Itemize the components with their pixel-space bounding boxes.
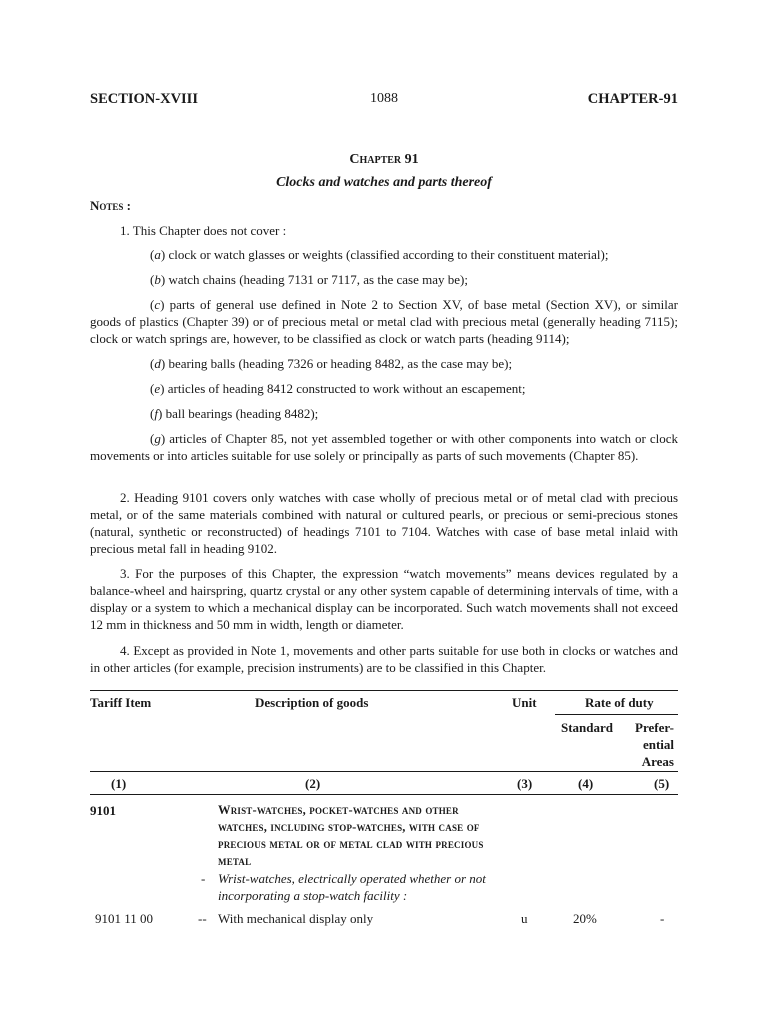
column-numbers-top-rule bbox=[90, 771, 678, 772]
chapter-title: Chapter 91 bbox=[349, 152, 419, 167]
chapter-subtitle: Clocks and watches and parts thereof bbox=[276, 175, 492, 190]
item-letter: c bbox=[154, 297, 161, 312]
row-standard-rate: 20% bbox=[573, 911, 597, 926]
heading-code: 9101 bbox=[90, 803, 116, 818]
note-1-item-c: (c) parts of general use defined in Note 2 to Section XV, of base metal (Section XV), or similar goods of plastics (Chapter 39) or of precious metal or metal clad with precious metal (generally heading 7115); clock or watch springs are, however, to be classified as clock or watch parts (heading 9114); bbox=[90, 297, 678, 346]
col-number-5: (5) bbox=[654, 776, 670, 791]
row-dash: -- bbox=[198, 911, 207, 926]
item-letter: a bbox=[154, 247, 161, 262]
row-description: With mechanical display only bbox=[218, 911, 374, 926]
note-1-item-d: (d) bearing balls (heading 7326 or heading 8482, as the case may be); bbox=[150, 356, 513, 371]
note-2: 2. Heading 9101 covers only watches with case wholly of precious metal or of metal clad with precious metal, or of the same materials combined with natural or cultured pearls, or precious or semi-precious stones (natural, synthetic or reconstructed) of headings 7101 to 7104. Watches with case of base metal inlaid with precious metal fall in heading 9102. bbox=[90, 490, 678, 556]
item-text: articles of Chapter 85, not yet assembled together or with other components into watch or clock movements or into articles suitable for use solely or principally as parts of such movements (Chapter 85). bbox=[90, 431, 678, 463]
note-3: 3. For the purposes of this Chapter, the expression “watch movements” means devices regulated by a balance-wheel and hairspring, quartz crystal or any other system capable of determining intervals of time, with a display or a system to which a mechanical display can be incorporated. Such watch movements shall not exceed 12 mm in thickness and 50 mm in width, length or diameter. bbox=[90, 566, 678, 632]
row-preferential-rate: - bbox=[660, 911, 665, 926]
item-text: bearing balls (heading 7326 or heading 8482, as the case may be); bbox=[168, 356, 513, 371]
table-top-rule bbox=[90, 690, 678, 691]
item-letter: f bbox=[154, 406, 158, 421]
col-number-2: (2) bbox=[305, 776, 321, 791]
rate-of-duty-rule bbox=[555, 714, 678, 715]
heading-description: Wrist-watches, pocket-watches and other watches, including stop-watches, with case of precious metal or of metal clad with precious metal bbox=[218, 803, 484, 868]
preferential-line-2: ential bbox=[642, 737, 674, 752]
section-label: SECTION-XVIII bbox=[90, 91, 198, 107]
row-unit: u bbox=[521, 911, 528, 926]
note-1-item-e: (e) articles of heading 8412 constructed to work without an escapement; bbox=[150, 381, 526, 396]
item-text: clock or watch glasses or weights (classified according to their constituent material); bbox=[168, 247, 609, 262]
preferential-line-1: Prefer- bbox=[635, 720, 674, 735]
col-header-tariff-item: Tariff Item bbox=[90, 695, 152, 710]
subheading-text: Wrist-watches, electrically operated whether or not incorporating a stop-watch facility : bbox=[218, 871, 486, 903]
note-1-item-g: (g) articles of Chapter 85, not yet assembled together or with other components into watch or clock movements or into articles suitable for use solely or principally as parts of such movements (Chapter 85). bbox=[90, 431, 678, 463]
note-1-item-b: (b) watch chains (heading 7131 or 7117, as the case may be); bbox=[150, 272, 468, 287]
item-text: articles of heading 8412 constructed to work without an escapement; bbox=[167, 381, 526, 396]
column-numbers-bottom-rule bbox=[90, 794, 678, 795]
col-header-unit: Unit bbox=[512, 695, 537, 710]
note-4: 4. Except as provided in Note 1, movements and other parts suitable for use both in clocks or watches and in other articles (for example, precision instruments) are to be classified in this Chapter. bbox=[90, 643, 678, 675]
item-letter: g bbox=[154, 431, 161, 446]
note-1-item-a: (a) clock or watch glasses or weights (classified according to their constituent material); bbox=[150, 247, 609, 262]
item-letter: e bbox=[154, 381, 161, 396]
note-1-item-f: (f) ball bearings (heading 8482); bbox=[150, 406, 319, 421]
col-number-1: (1) bbox=[111, 776, 127, 791]
item-text: watch chains (heading 7131 or 7117, as the case may be); bbox=[168, 272, 468, 287]
col-header-standard: Standard bbox=[561, 720, 614, 735]
note-1-intro: 1. This Chapter does not cover : bbox=[120, 223, 287, 238]
item-text: parts of general use defined in Note 2 to Section XV, of base metal (Section XV), or similar goods of plastics (Chapter 39) or of precious metal or metal clad with precious metal (generally heading 7115); clock or watch springs are, however, to be classified as clock or watch parts (heading 9114); bbox=[90, 297, 678, 346]
chapter-label: CHAPTER-91 bbox=[587, 91, 678, 107]
subheading-dash: - bbox=[201, 871, 206, 886]
item-text: ball bearings (heading 8482); bbox=[165, 406, 319, 421]
preferential-line-3: Areas bbox=[641, 754, 674, 769]
page-number: 1088 bbox=[370, 91, 398, 106]
item-letter: d bbox=[154, 356, 161, 371]
col-header-preferential bbox=[626, 719, 674, 770]
col-header-description: Description of goods bbox=[255, 695, 369, 710]
col-header-rate-of-duty: Rate of duty bbox=[585, 695, 654, 710]
row-tariff-code: 9101 11 00 bbox=[95, 911, 154, 926]
item-letter: b bbox=[154, 272, 161, 287]
notes-label: Notes : bbox=[90, 198, 131, 213]
col-number-3: (3) bbox=[517, 776, 533, 791]
col-number-4: (4) bbox=[578, 776, 594, 791]
